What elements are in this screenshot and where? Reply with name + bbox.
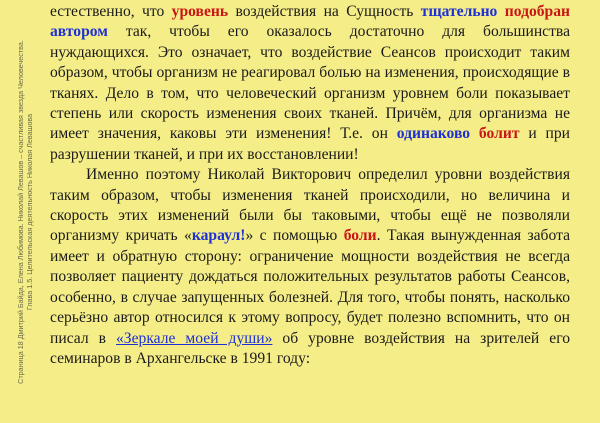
text-run: . Такая вынужденная забота имеет и обратную сторону: ограничение мощности воздействия не всегда позволяет пациенту дождаться положительных результатов работы Сеансов, особенно, в случае запущенных болезней. Для того, чтобы понять, насколько серьёзно автор относился к этому вопросу, будет полезно вспомнить, что он писал в — [50, 227, 570, 347]
text-run: Именно поэтому Николай Викторович определил уровни воздействия таким образом, чтобы изменения тканей происходили, но величина и скорость этих изменений были бы таковыми, чтобы ещё не позволяли организму кричать « — [50, 166, 570, 245]
text-run — [497, 3, 504, 20]
text-run: так, чтобы его оказалось достаточно для большинства нуждающихся. Это означает, что воздействие Сеансов происходит таким образом, чтобы организм не реагировал болью на изменения, происходящие в тканях. Дело в том, что человеческий организм уровнем боли показывает степень или скорость изменения своих тканей. Причём, для организма не имеет значения, каковы эти изменения! Т.е. он — [50, 23, 570, 143]
page-header-line-1: Страница 18 Дмитрий Байда, Елена Любимова. Николай Левашов – счастливая звезда Человечества. — [16, 40, 25, 384]
text-run — [470, 125, 479, 142]
keyword-level: уровень — [171, 3, 229, 20]
keyword-help: караул! — [191, 227, 246, 245]
keyword-carefully: тщательно — [420, 3, 498, 20]
document-body — [50, 2, 570, 369]
text-run: об уровне воздействия на зрителей его семинаров в Архангельске в 1991 году: — [50, 329, 570, 367]
text-run: воздействия на Сущность — [228, 3, 421, 20]
text-run: » с помощью — [245, 227, 344, 245]
text-run: естественно, что — [50, 3, 172, 20]
keyword-pain: боли — [343, 227, 377, 245]
book-link[interactable]: «Зеркале моей души» — [116, 329, 273, 347]
page-header-line-2: Глава 1.5. Целительская деятельность Николая Левашова — [25, 113, 34, 311]
paragraph-2 — [50, 165, 570, 369]
keyword-author: автором — [50, 23, 108, 41]
text-run: и при разрушении тканей, и при их восстановлении! — [50, 125, 570, 163]
page-header-sidebar — [6, 0, 44, 423]
keyword-hurts: болит — [478, 125, 520, 143]
keyword-chosen: подобран — [504, 3, 571, 20]
paragraph-1 — [50, 2, 570, 165]
page-header-text — [16, 2, 34, 422]
keyword-equally: одинаково — [396, 125, 471, 143]
